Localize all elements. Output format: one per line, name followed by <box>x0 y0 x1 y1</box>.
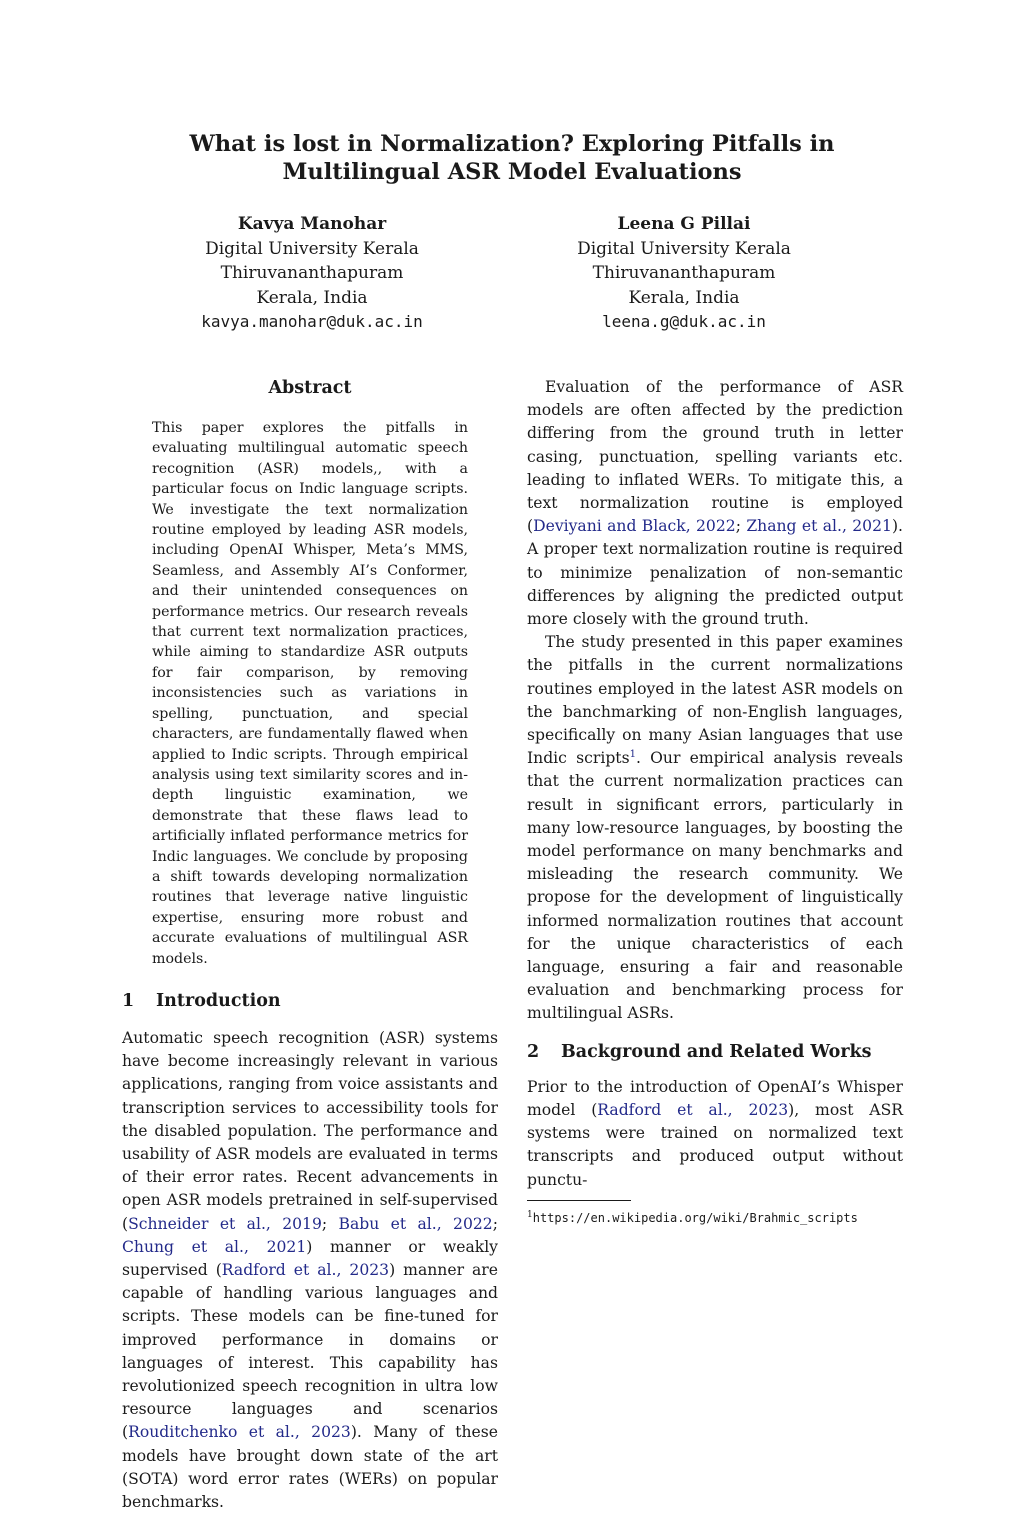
section-number: 2 <box>527 1041 540 1062</box>
citation-babu-2022[interactable]: Babu et al., 2022 <box>338 1214 493 1233</box>
author-city: Thiruvananthapuram <box>592 263 776 283</box>
citation-rouditchenko-2023[interactable]: Rouditchenko et al., 2023 <box>128 1423 351 1442</box>
text-run: ; <box>735 517 747 536</box>
text-run: ; <box>321 1214 339 1233</box>
text-run: Prior to the introduction of OpenAI’s Whisper model ( <box>527 1077 903 1119</box>
right-column <box>527 376 903 1227</box>
section-1-heading <box>122 989 498 1013</box>
citation-schneider-2019[interactable]: Schneider et al., 2019 <box>128 1214 322 1233</box>
paper-title <box>100 130 924 186</box>
footnote-url[interactable]: https://en.wikipedia.org/wiki/Brahmic_scripts <box>532 1210 858 1225</box>
citation-chung-2021[interactable]: Chung et al., 2021 <box>122 1237 307 1256</box>
intro-paragraph-3 <box>527 631 903 1025</box>
abstract-text: This paper explores the pitfalls in evaluating multilingual automatic speech recognition (ASR) models,, with a particular focus on Indic language scripts. We investigate the text normalization routine employed by leading ASR models, including OpenAI Whisper, Meta’s MMS, Seamless, and Assembly AI’s Conformer, and their unintended consequences on performance metrics. Our research reveals that current text normalization practices, while aiming to standardize ASR outputs for fair comparison, by removing inconsistencies such as variations in spelling, punctuation, and special characters, are fundamentally flawed when applied to Indic scripts. Through empirical analysis using text similarity scores and in-depth linguistic examination, we demonstrate that these flaws lead to artificially inflated performance metrics for Indic languages. We conclude by proposing a shift towards developing normalization routines that leverage native linguistic expertise, ensuring more robust and accurate evaluations of multilingual ASR models. <box>152 420 468 967</box>
citation-deviyani-2022[interactable]: Deviyani and Black, 2022 <box>533 517 736 536</box>
section-2-heading <box>527 1040 903 1064</box>
author-email[interactable]: leena.g@duk.ac.in <box>602 312 766 331</box>
left-column <box>122 376 498 1514</box>
citation-radford-2023[interactable]: Radford et al., 2023 <box>221 1261 390 1279</box>
intro-paragraph-2 <box>527 376 903 631</box>
author-block-1 <box>132 212 492 335</box>
text-run: ) manner or weakly supervised ( <box>122 1237 498 1279</box>
author-region: Kerala, India <box>256 287 368 308</box>
text-run: . Our empirical analysis reveals that the current normalization practices can result in significant errors, particularly in many low-resource languages, by boosting the model performance on many benchmarks and misleading the research community. We propose for the development of linguistically informed normalization routines that account for the unique characteristics of each language, ensuring a fair and reasonable evaluation and benchmarking process for multilingual ASRs. <box>527 749 903 1023</box>
author-affiliation: Digital University Kerala <box>205 238 419 259</box>
author-affiliation: Digital University Kerala <box>577 238 791 259</box>
text-run: Automatic speech recognition (ASR) systems have become increasingly relevant in various applications, ranging from voice assistants and transcription services to accessibility tools for the disabled population. The performance and usability of ASR models are evaluated in terms of their error rates. Recent advancements in open ASR models pretrained in self-supervised ( <box>122 1028 498 1233</box>
author-email[interactable]: kavya.manohar@duk.ac.in <box>201 312 423 331</box>
footnote-marker[interactable]: 1 <box>629 749 636 761</box>
author-city: Thiruvananthapuram <box>220 263 404 283</box>
text-run: ). Many of these models have brought down state of the art (SOTA) word error rates (WERs) on popular benchmarks. <box>122 1423 498 1512</box>
footnote-number: 1 <box>527 1209 533 1220</box>
text-run: Evaluation of the performance of ASR models are often affected by the prediction differing from the ground truth in letter casing, punctuation, spelling variants etc. leading to inflated WERs. To mitigate this, a text normalization routine is employed ( <box>527 378 903 536</box>
footnote-divider <box>527 1200 631 1201</box>
text-run: ; <box>492 1214 498 1233</box>
author-name: Leena G Pillai <box>617 214 751 234</box>
abstract-heading: Abstract <box>268 378 352 398</box>
text-run: The study presented in this paper examines the pitfalls in the current normalizations routines employed in the latest ASR models on the banchmarking of non-English languages, specifically on many Asian languages that use Indic scripts <box>527 633 903 768</box>
title-line-1: What is lost in Normalization? Exploring Pitfalls in <box>189 131 835 157</box>
section-title: Introduction <box>156 990 281 1011</box>
footnote-1 <box>527 1207 903 1227</box>
citation-zhang-2021[interactable]: Zhang et al., 2021 <box>746 517 892 536</box>
text-run: ). A proper text normalization routine is required to minimize penalization of non-semantic differences by aligning the predicted output more closely with the ground truth. <box>527 517 903 629</box>
author-region: Kerala, India <box>628 287 740 308</box>
citation-radford-2023[interactable]: Radford et al., 2023 <box>597 1100 789 1119</box>
right-column-flow <box>527 376 903 1227</box>
title-line-2: Multilingual ASR Model Evaluations <box>282 159 742 185</box>
background-paragraph-1 <box>527 1076 903 1192</box>
author-name: Kavya Manohar <box>237 214 387 234</box>
section-number: 1 <box>122 990 135 1011</box>
text-run: ) manner are capable of handling various languages and scripts. These models can be fine-tuned for improved performance in domains or languages of interest. This capability has revolutionized speech recognition in ultra low resource languages and scenarios ( <box>122 1261 498 1442</box>
text-run: ), most ASR systems were trained on normalized text transcripts and produced output without punctu- <box>527 1100 903 1189</box>
section-title: Background and Related Works <box>561 1041 872 1062</box>
intro-paragraph-1 <box>122 1027 498 1514</box>
author-block-2 <box>504 212 864 335</box>
